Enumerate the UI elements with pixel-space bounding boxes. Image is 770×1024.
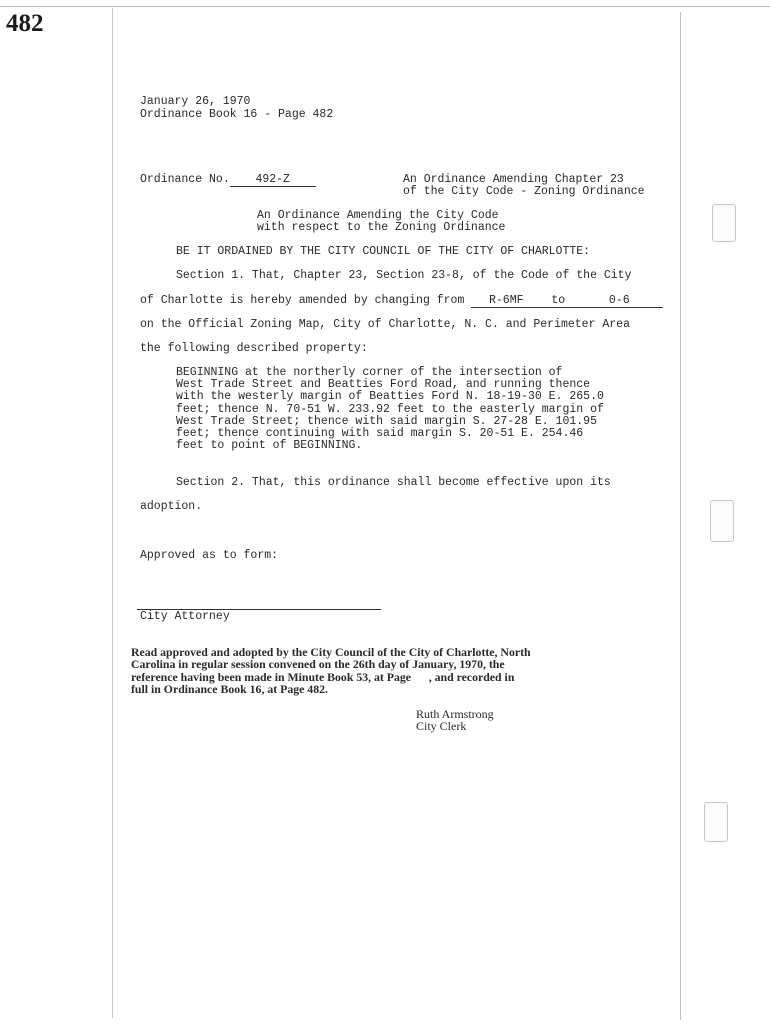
ordinance-number: 492-Z (230, 174, 316, 187)
approved-as-to-form: Approved as to form: (140, 549, 279, 562)
binder-clip-mark-bottom (704, 802, 728, 842)
section1-line2-prefix: of Charlotte is hereby amended by changing from (140, 294, 465, 307)
description-line: West Trade Street and Beatties Ford Road, and running thence (176, 378, 591, 392)
binder-clip-mark-middle (710, 500, 734, 542)
property-description (176, 367, 604, 452)
certification-line: full in Ordinance Book 16, at Page 482. (131, 681, 328, 696)
description-line: with the westerly margin of Beatties Ford N. 18-19-30 E. 265.0 (176, 390, 604, 404)
ordinance-number-label: Ordinance No. (140, 173, 230, 186)
description-line: BEGINNING at the northerly corner of the intersection of (176, 366, 563, 379)
description-line: feet; thence N. 70-51 W. 233.92 feet to the easterly margin of (176, 402, 604, 416)
certification-line: Carolina in regular session convened on the 26th day of January, 1970, the (131, 657, 505, 672)
ordinance-title-line2: with respect to the Zoning Ordinance (257, 221, 506, 234)
binder-clip-mark-top (712, 204, 736, 242)
clerk-name: Ruth Armstrong (416, 707, 494, 721)
city-attorney-label: City Attorney (140, 610, 230, 623)
section1-line1: Section 1. That, Chapter 23, Section 23-8, of the Code of the City (176, 269, 632, 282)
top-rule (0, 6, 770, 7)
document-date: January 26, 1970 (140, 95, 251, 108)
ordinance-caption-line1: An Ordinance Amending Chapter 23 (403, 173, 624, 186)
ordinance-caption-line2: of the City Code - Zoning Ordinance (403, 185, 645, 198)
from-zone: R-6MF (471, 295, 541, 308)
section1-line2 (140, 295, 663, 308)
left-margin-rule (112, 8, 113, 1018)
clerk-title: City Clerk (416, 719, 467, 733)
page-number: 482 (6, 10, 44, 37)
section1-line3: on the Official Zoning Map, City of Charlotte, N. C. and Perimeter Area (140, 318, 630, 331)
to-word: to (541, 295, 575, 308)
enacting-clause: BE IT ORDAINED BY THE CITY COUNCIL OF THE CITY OF CHARLOTTE: (176, 245, 591, 258)
description-line: feet; thence continuing with said margin S. 20-51 E. 254.46 (176, 427, 584, 441)
ordinance-title-line1: An Ordinance Amending the City Code (257, 209, 499, 222)
section2-line1: Section 2. That, this ordinance shall become effective upon its (176, 476, 611, 489)
certification-block (131, 646, 531, 695)
to-zone: 0-6 (575, 295, 663, 308)
certification-line: reference having been made in Minute Book 53, at Page , and recorded in (131, 669, 515, 684)
section2-line2: adoption. (140, 500, 203, 513)
description-line: feet to point of BEGINNING. (176, 439, 363, 453)
description-line: West Trade Street; thence with said margin S. 27-28 E. 101.95 (176, 414, 597, 428)
section1-line4: the following described property: (140, 342, 368, 355)
ordinance-number-line (140, 174, 316, 187)
right-margin-rule (680, 12, 681, 1020)
book-reference: Ordinance Book 16 - Page 482 (140, 108, 334, 121)
certification-line: Read approved and adopted by the City Council of the City of Charlotte, North (131, 645, 531, 659)
